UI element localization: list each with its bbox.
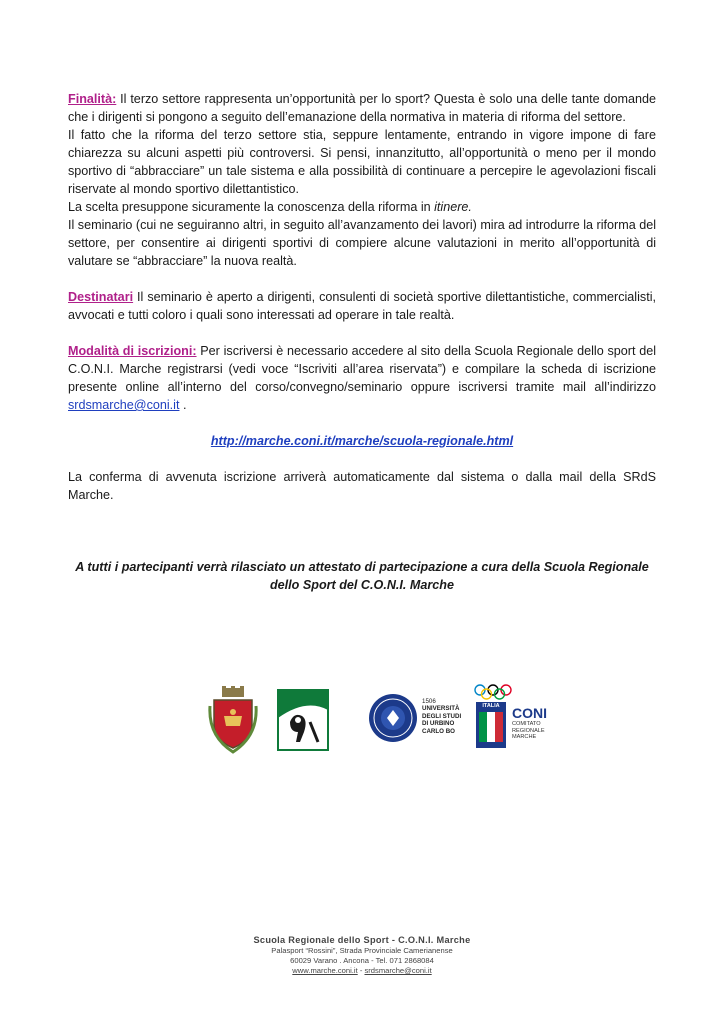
closing-statement: A tutti i partecipanti verrà rilasciato un attestato di partecipazione a cura della Scuola Regionale dello Sport del C.O.N.I. Marche (75, 560, 649, 592)
email-link[interactable]: srdsmarche@coni.it (68, 398, 180, 412)
coni-wordmark (512, 706, 547, 741)
finalita-text-4: Il seminario (cui ne seguiranno altri, in seguito all’avanzamento dei lavori) mira ad introdurre la riforma del settore, per consentire ai dirigenti sportivi di compiere alcune valutazioni in merito all’opportunità di valutare se “abbracciare” la nuova realtà. (68, 218, 656, 268)
destinatari-label: Destinatari (68, 290, 134, 304)
page-footer (0, 934, 724, 976)
olympic-rings-icon (474, 684, 512, 700)
footer-links (0, 966, 724, 976)
modalita-label: Modalità di iscrizioni: (68, 344, 197, 358)
website-link[interactable]: http://marche.coni.it/marche/scuola-regionale.html (210, 434, 514, 448)
finalita-text-1: Il terzo settore rappresenta un’opportunità per lo sport? Questa è solo una delle tante domande che i dirigenti si pongono a seguito dell’emanazione della normativa in materia di riforma del settore. (68, 92, 656, 124)
finalita-text-3 (68, 198, 656, 216)
modalita-after-email: . (179, 398, 187, 412)
coni-sub-3: MARCHE (512, 734, 537, 741)
finalita-text-3b-italic: itinere. (434, 200, 472, 214)
finalita-text-3a: La scelta presuppone sicuramente la conoscenza della riforma in (68, 200, 435, 214)
uniurb-year: 1506 (422, 698, 436, 705)
coni-sub-1: COMITATO (512, 721, 541, 727)
uniurb-line-3: DI URBINO (422, 720, 455, 728)
modalita-text: Per iscriversi è necessario accedere al sito della Scuola Regionale dello sport del C.O.N.I. Marche registrarsi (vedi voce “Iscriviti all’area riservata”) e compilare la scheda di iscrizione presente online all’interno del corso/convegno/seminario oppure iscriversi tramite mail all’indirizzo (68, 344, 657, 394)
document-body (68, 90, 656, 594)
uniurb-line-1: UNIVERSITÀ (422, 705, 460, 713)
footer-site-link[interactable]: www.marche.coni.it (292, 966, 358, 975)
coni-shield (476, 702, 506, 748)
finalita-label: Finalità: (68, 92, 117, 106)
partner-logos (0, 684, 724, 764)
destinatari-paragraph (68, 288, 656, 324)
conferma-paragraph: La conferma di avvenuta iscrizione arriverà automaticamente dal sistema o dalla mail della SRdS Marche. (68, 470, 656, 502)
destinatari-text: Il seminario è aperto a dirigenti, consulenti di società sportive dilettantistiche, commercialisti, avvocati e tutti coloro i quali sono interessati ad operare in tale realtà. (68, 290, 656, 322)
url-paragraph (68, 432, 656, 450)
regione-marche-logo (276, 688, 330, 752)
uniurb-wordmark (422, 698, 478, 735)
footer-email-link[interactable]: srdsmarche@coni.it (364, 966, 432, 975)
finalita-text-2: Il fatto che la riforma del terzo settore stia, seppure lentamente, entrando in vigore impone di fare chiarezza su alcuni aspetti più controversi. Si pensi, innanzitutto, all’opportunità o meno per il mondo sportivo di “abbracciare” un tale sistema e alla possibilità di continuare a percepire le agevolazioni fiscali riservate al mondo sportivo dilettantistico. (68, 128, 656, 196)
uniurb-seal-logo (368, 690, 418, 746)
modalita-paragraph (68, 342, 656, 414)
uniurb-line-4: CARLO BO (422, 727, 455, 735)
footer-separator: - (357, 966, 365, 975)
ancona-crest-logo (206, 686, 260, 754)
footer-city-phone: 60029 Varano . Ancona - Tel. 071 2868084 (290, 956, 434, 965)
coni-italia-text: ITALIA (482, 703, 500, 709)
coni-sub-2: REGIONALE (512, 727, 545, 734)
coni-name: CONI (512, 705, 547, 721)
footer-org-name: Scuola Regionale dello Sport - C.O.N.I. Marche (253, 935, 471, 945)
uniurb-line-2: DEGLI STUDI (422, 712, 462, 720)
finalita-paragraph (68, 90, 656, 126)
footer-address: Palasport “Rossini”, Strada Provinciale Camerianense (271, 946, 453, 955)
